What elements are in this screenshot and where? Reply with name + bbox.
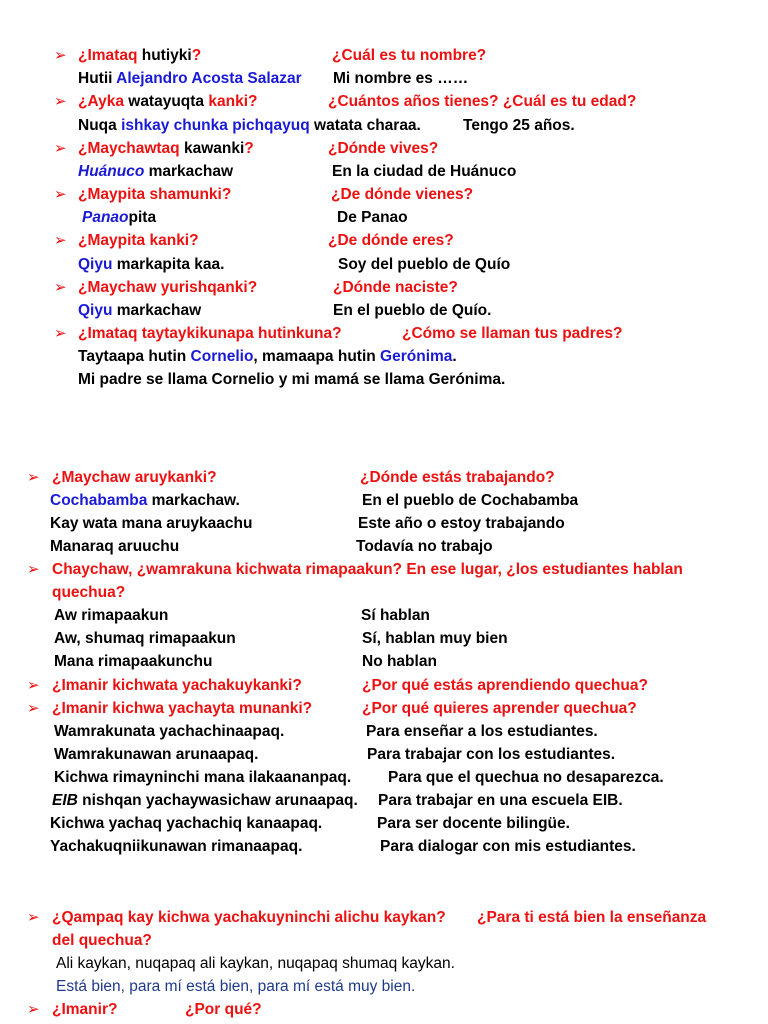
question-learning-es: ¿Por qué estás aprendiendo quechua?	[362, 677, 648, 694]
answer-speak-no-qu: Mana rimapaakunchu	[54, 653, 213, 670]
question-from-qu: ¿Maypita kanki?	[78, 232, 199, 249]
answer-come-qu: Panaopita	[82, 209, 157, 226]
bullet-arrow-icon	[27, 1000, 40, 1020]
bullet-arrow-icon	[54, 324, 67, 344]
bullet-arrow-icon	[54, 46, 67, 66]
bullet-arrow-icon	[54, 278, 67, 298]
answer-speak-no-es: No hablan	[362, 653, 437, 670]
answer-work-students-es: Para trabajar con los estudiantes.	[367, 746, 616, 763]
answer-preserve-qu: Kichwa rimayninchi mana ilakaananpaq.	[54, 769, 352, 786]
answer-name-es: Mi nombre es ……	[333, 70, 469, 87]
question-teaching-line2: del quechua?	[52, 932, 152, 949]
answer-from-es: Soy del pueblo de Quío	[338, 256, 511, 273]
bullet-arrow-icon	[27, 468, 40, 488]
answer-speak-well-qu: Aw, shumaq rimapaakun	[54, 630, 236, 647]
answer-teach-es: Para enseñar a los estudiantes.	[366, 723, 598, 740]
answer-work-es: En el pueblo de Cochabamba	[362, 492, 579, 509]
question-parents-qu: ¿Imataq taytaykikunapa hutinkuna?	[78, 325, 342, 342]
question-work-es: ¿Dónde estás trabajando?	[360, 469, 555, 486]
question-why-es: ¿Por qué?	[185, 1001, 262, 1018]
answer-name-qu: Hutii Alejandro Acosta Salazar	[78, 70, 302, 87]
answer-speak-well-es: Sí, hablan muy bien	[362, 630, 508, 647]
answer-live-es: En la ciudad de Huánuco	[332, 163, 517, 180]
bullet-arrow-icon	[27, 676, 40, 696]
answer-work-qu: Cochabamba markachaw.	[50, 492, 240, 509]
question-work-qu: ¿Maychaw aruykanki?	[52, 469, 217, 486]
bullet-arrow-icon	[54, 231, 67, 251]
answer-eib-es: Para trabajar en una escuela EIB.	[378, 792, 623, 809]
question-speak-line2: quechua?	[52, 584, 126, 601]
answer-parents-qu: Taytaapa hutin Cornelio, mamaapa hutin Gerónima.	[78, 348, 457, 365]
question-live-es: ¿Dónde vives?	[328, 140, 439, 157]
question-born-es: ¿Dónde naciste?	[333, 279, 458, 296]
question-want-learn-qu: ¿Imanir kichwa yachayta munanki?	[52, 700, 313, 717]
answer-work-students-qu: Wamrakunawan arunaapaq.	[54, 746, 259, 763]
answer-dialogue-qu: Yachakuqniikunawan rimanaapaq.	[50, 838, 303, 855]
answer-teaching-es: Está bien, para mí está bien, para mí está muy bien.	[56, 978, 416, 995]
answer-born-qu: Qiyu markachaw	[78, 302, 202, 319]
answer-bilingual-qu: Kichwa yachaq yachachiq kanaapaq.	[50, 815, 323, 832]
question-name-es: ¿Cuál es tu nombre?	[332, 47, 487, 64]
bullet-arrow-icon	[54, 185, 67, 205]
question-teaching-es: ¿Para ti está bien la enseñanza	[477, 909, 707, 926]
question-age-es: ¿Cuántos años tienes? ¿Cuál es tu edad?	[328, 93, 637, 110]
answer-speak-yes-qu: Aw rimapaakun	[54, 607, 169, 624]
bullet-arrow-icon	[27, 699, 40, 719]
answer-speak-yes-es: Sí hablan	[361, 607, 430, 624]
answer-come-es: De Panao	[337, 209, 408, 226]
answer-born-es: En el pueblo de Quío.	[333, 302, 492, 319]
answer-notyet-es: Todavía no trabajo	[356, 538, 493, 555]
answer-notwork-qu: Kay wata mana aruykaachu	[50, 515, 253, 532]
question-come-es: ¿De dónde vienes?	[331, 186, 474, 203]
answer-eib-qu: EIB nishqan yachaywasichaw arunaapaq.	[52, 792, 358, 809]
answer-notwork-es: Este año o estoy trabajando	[358, 515, 565, 532]
question-speak-line1: Chaychaw, ¿wamrakuna kichwata rimapaakun? En ese lugar, ¿los estudiantes hablan	[52, 561, 683, 578]
bullet-arrow-icon	[54, 92, 67, 112]
answer-dialogue-es: Para dialogar con mis estudiantes.	[380, 838, 636, 855]
question-learning-qu: ¿Imanir kichwata yachakuykanki?	[52, 677, 302, 694]
question-born-qu: ¿Maychaw yurishqanki?	[78, 279, 258, 296]
question-name-qu: ¿Imataq hutiyki?	[78, 47, 202, 64]
answer-notyet-qu: Manaraq aruuchu	[50, 538, 180, 555]
answer-age-es: Tengo 25 años.	[463, 117, 575, 134]
question-teaching-qu: ¿Qampaq kay kichwa yachakuyninchi alichu kaykan?	[52, 909, 446, 926]
answer-parents-es: Mi padre se llama Cornelio y mi mamá se llama Gerónima.	[78, 371, 506, 388]
question-live-qu: ¿Maychawtaq kawanki?	[78, 140, 254, 157]
bullet-arrow-icon	[27, 908, 40, 928]
question-parents-es: ¿Cómo se llaman tus padres?	[402, 325, 623, 342]
question-age-qu: ¿Ayka watayuqta kanki?	[78, 93, 258, 110]
question-from-es: ¿De dónde eres?	[328, 232, 454, 249]
bullet-arrow-icon	[27, 560, 40, 580]
question-why-qu: ¿Imanir?	[52, 1001, 118, 1018]
answer-preserve-es: Para que el quechua no desaparezca.	[388, 769, 664, 786]
answer-live-qu: Huánuco markachaw	[78, 163, 234, 180]
question-want-learn-es: ¿Por qué quieres aprender quechua?	[362, 700, 637, 717]
answer-age-qu: Nuqa ishkay chunka pichqayuq watata charaa.	[78, 117, 421, 134]
answer-teach-qu: Wamrakunata yachachinaapaq.	[54, 723, 285, 740]
answer-bilingual-es: Para ser docente bilingüe.	[377, 815, 570, 832]
answer-teaching-qu: Ali kaykan, nuqapaq ali kaykan, nuqapaq shumaq kaykan.	[56, 955, 455, 972]
question-come-qu: ¿Maypita shamunki?	[78, 186, 232, 203]
answer-from-qu: Qiyu markapita kaa.	[78, 256, 225, 273]
bullet-arrow-icon	[54, 139, 67, 159]
